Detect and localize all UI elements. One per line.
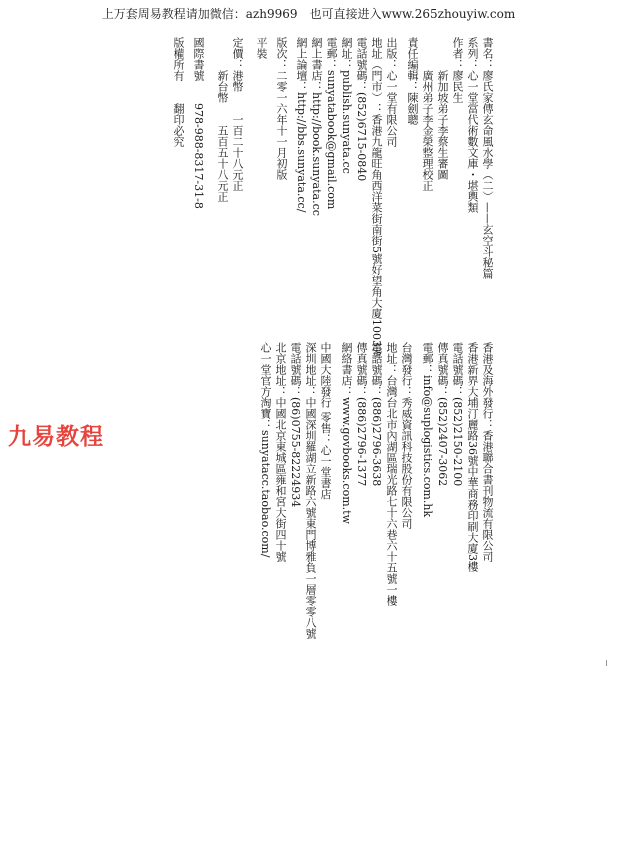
hk-address-line: 香港新界大埔汀麗路36號中華商務印刷大廈3樓 bbox=[466, 342, 479, 572]
page-edge-mark bbox=[606, 660, 607, 666]
online-bookstore-line: 網上書店：http://book.sunyata.cc bbox=[310, 37, 323, 216]
taobao-store-line: 心一堂官方淘寶：sunyatacc.taobao.com/ bbox=[259, 342, 272, 558]
tw-phone-line: 電話號碼：(886)2796-3638 bbox=[370, 342, 383, 487]
price-twd-line: 新台幣 五百五十八元正 bbox=[216, 37, 229, 202]
publisher-address-line: 地址（門市）：香港九龍旺角西洋菜街南街5號好望角大廈1003室 bbox=[370, 37, 383, 358]
edition-line: 版次：二零一六年十一月初版 bbox=[275, 37, 288, 180]
tw-distribution-line: 台灣發行：秀威資訊科技股份有限公司 bbox=[400, 342, 413, 529]
hk-fax-line: 傳真號碼：(852)2407-3062 bbox=[436, 342, 449, 487]
beijing-address-line: 北京地址：中國北京東城區雍和宮大街四十號 bbox=[274, 342, 287, 562]
responsible-editor-line: 責任編輯：陳劍聰 bbox=[406, 37, 419, 125]
cn-distribution-line: 中國大陸發行 零售：心一堂書店 bbox=[319, 342, 332, 500]
publisher-line: 出版：心一堂有限公司 bbox=[385, 37, 398, 147]
copyright-line: 版權所有 翻印必究 bbox=[172, 37, 185, 147]
price-hkd-line: 定價：港幣 一百二十八元正 bbox=[231, 37, 244, 191]
book-reviewer-line: 新加坡弟子李蔡生審圖 bbox=[436, 37, 449, 180]
publisher-website-line: 網址：publish.sunyata.cc bbox=[340, 37, 353, 174]
tw-online-store-line: 網絡書店：www.govbooks.com.tw bbox=[340, 342, 353, 524]
binding-line: 平裝 bbox=[255, 37, 268, 59]
hk-distribution-line: 香港及海外發行：香港聯合書刊物流有限公司 bbox=[481, 342, 494, 562]
book-author-line: 作者：廖民生 bbox=[451, 37, 464, 103]
hk-email-line: 電郵：info@suplogistics.com.hk bbox=[421, 342, 434, 518]
watermark-logo-text: 九易教程 bbox=[8, 424, 104, 450]
publisher-email-line: 電郵：sunyatabook@gmail.com bbox=[325, 37, 338, 210]
book-editor-line: 廣州弟子李金榮整理校正 bbox=[421, 37, 434, 191]
book-title-line: 書名：廖氏家傳玄命風水學（二）——玄空斗秘篇 bbox=[481, 37, 494, 279]
top-banner-text: 上万套周易教程请加微信：azh9969 也可直接进入www.265zhouyiw.com bbox=[101, 7, 516, 21]
book-series-line: 系列：心一堂當代術數文庫・堪輿類 bbox=[466, 37, 479, 213]
online-forum-line: 網上論壇：http://bbs.sunyata.cc/ bbox=[295, 37, 308, 213]
tw-address-line: 地址：台灣台北市內湖區瑞光路七十六巷六十五號一樓 bbox=[385, 342, 398, 606]
isbn-line: 國際書號 978-988-8317-31-8 bbox=[192, 37, 205, 209]
publisher-phone-line: 電話號碼：(852)6715-0840 bbox=[355, 37, 368, 182]
hk-phone-line: 電話號碼：(852)2150-2100 bbox=[451, 342, 464, 487]
tw-fax-line: 傳真號碼：(886)2796-1377 bbox=[355, 342, 368, 487]
shenzhen-address-line: 深圳地址：中國深圳羅湖立新路六號東門博雅負一層零零八號 bbox=[304, 342, 317, 639]
cn-phone-line: 電話號碼：(86)0755-82224934 bbox=[289, 342, 302, 508]
